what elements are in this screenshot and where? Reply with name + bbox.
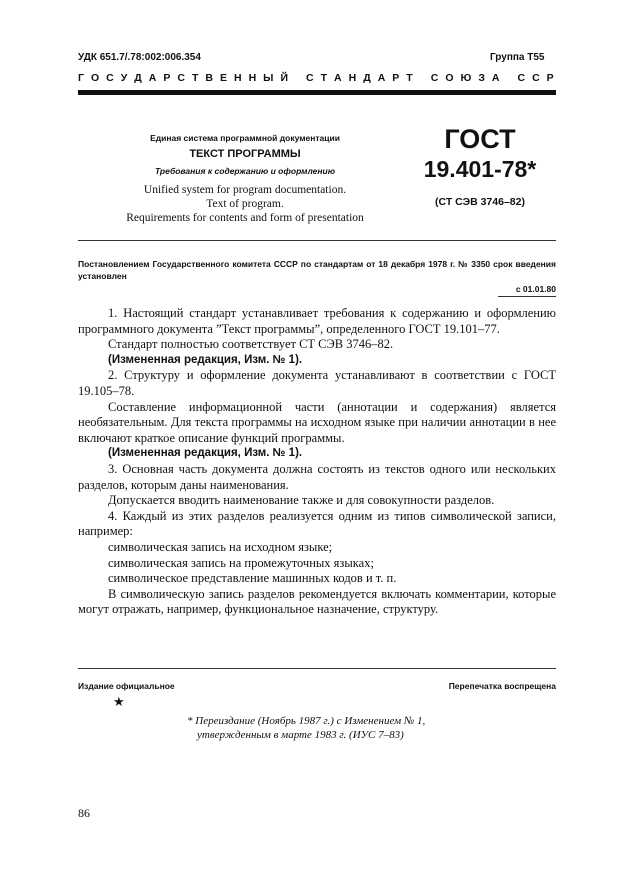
heading-letter: С <box>517 72 526 84</box>
heading-letter: Т <box>406 72 413 84</box>
heading-letter: Р <box>392 72 400 84</box>
heading-letter: Д <box>134 72 142 84</box>
heading-letter: Н <box>233 72 242 84</box>
list-item: символическая запись на промежуточных языках; <box>108 555 374 570</box>
heading-letter: С <box>306 72 314 84</box>
english-title-line: Text of program. <box>206 198 284 210</box>
heading-letter: А <box>148 72 157 84</box>
reissue-footnote <box>187 714 425 742</box>
heading-letter: Г <box>78 72 84 84</box>
list-item: символическое представление машинных кодов и т. п. <box>108 571 397 586</box>
body-paragraph: В символическую запись разделов рекомендуется включать комментарии, которые могут отражать, например, функциональное назначение, структуру. <box>78 586 556 617</box>
heading-letter <box>506 72 510 84</box>
english-title-line: Unified system for program documentation. <box>143 184 347 196</box>
state-standard-heading <box>78 72 554 84</box>
heading-letter: Р <box>163 72 171 84</box>
body-text <box>78 306 556 618</box>
english-title-block <box>110 183 380 225</box>
body-paragraph: 4. Каждый из этих разделов реализуется одним из типов символической записи, например: <box>78 508 556 539</box>
heading-letter: С <box>532 72 540 84</box>
udk-code: УДК 651.7/.78:002:006.354 <box>78 52 201 63</box>
body-paragraph: Составление информационной части (аннотации и содержания) является необязательным. Для текста программы на исходном языке при наличии аннотации в нее включают краткое описание функций программы. <box>78 399 556 445</box>
heading-letter: А <box>377 72 386 84</box>
footer-divider <box>78 668 556 669</box>
heading-letter: З <box>478 72 485 84</box>
header-thick-rule <box>78 90 556 95</box>
decree-text: Постановлением Государственного комитета СССР по стандартам от 18 декабря 1978 г. № 3350 срок введения установлен <box>78 259 556 281</box>
heading-letter: С <box>430 72 439 84</box>
star-icon: ★ <box>113 694 125 709</box>
heading-letter: Н <box>348 72 357 84</box>
list-item: символическая запись на исходном языке; <box>108 539 333 554</box>
body-paragraph: Стандарт полностью соответствует СТ СЭВ 3746–82. <box>108 337 394 352</box>
heading-letter: Й <box>280 72 288 84</box>
effective-date: с 01.01.80 <box>515 284 556 294</box>
heading-letter: Д <box>363 72 371 84</box>
heading-letter: Р <box>546 72 554 84</box>
heading-letter: Ю <box>460 72 472 84</box>
document-title: ТЕКСТ ПРОГРАММЫ <box>189 148 301 160</box>
heading-letter: О <box>445 72 454 84</box>
body-paragraph: Допускается вводить наименование также и для совокупности разделов. <box>108 493 495 508</box>
footnote-line: * Переиздание (Ноябрь 1987 г.) с Изменением № 1, <box>187 715 426 727</box>
heading-letter: С <box>106 72 114 84</box>
footnote-line: утвержденным в марте 1983 г. (ИУС 7–83) <box>197 729 404 741</box>
english-title-line: Requirements for contents and form of presentation <box>126 212 364 224</box>
gost-number: 19.401-78* <box>423 156 537 182</box>
heading-letter: А <box>491 72 500 84</box>
group-code: Группа Т55 <box>490 52 545 63</box>
heading-letter: Т <box>191 72 199 84</box>
gost-label: ГОСТ <box>444 124 516 154</box>
heading-letter: С <box>177 72 185 84</box>
heading-letter: Е <box>219 72 227 84</box>
heading-letter: У <box>120 72 128 84</box>
system-line: Единая система программной документации <box>150 133 340 143</box>
heading-letter: Т <box>320 72 328 84</box>
body-paragraph: 1. Настоящий стандарт устанавливает требования к содержанию и оформлению программного документа ”Текст программы”, определенного ГОСТ 19.101–77. <box>78 306 556 336</box>
title-divider <box>78 240 556 241</box>
page-number: 86 <box>78 806 90 820</box>
requirements-line: Требования к содержанию и оформлению <box>154 166 336 176</box>
effective-date-underline <box>498 296 556 297</box>
body-paragraph: 3. Основная часть документа должна состоять из текстов одного или нескольких разделов, которым даны наименования. <box>78 461 556 492</box>
edition-note: (Измененная редакция, Изм. № 1). <box>108 447 303 460</box>
reprint-prohibited-label: Перепечатка воспрещена <box>448 681 556 691</box>
official-edition-label: Издание официальное <box>78 681 175 691</box>
heading-letter: А <box>334 72 342 84</box>
heading-letter: О <box>90 72 100 84</box>
heading-letter: Н <box>248 72 257 84</box>
heading-letter: Ы <box>263 72 274 84</box>
edition-note: (Измененная редакция, Изм. № 1). <box>108 353 303 366</box>
st-sev-reference: (СТ СЭВ 3746–82) <box>435 196 525 208</box>
heading-letter: В <box>205 72 213 84</box>
heading-letter <box>295 72 299 84</box>
heading-letter <box>420 72 424 84</box>
body-paragraph: 2. Структуру и оформление документа устанавливают в соответствии с ГОСТ 19.105–78. <box>78 368 556 398</box>
